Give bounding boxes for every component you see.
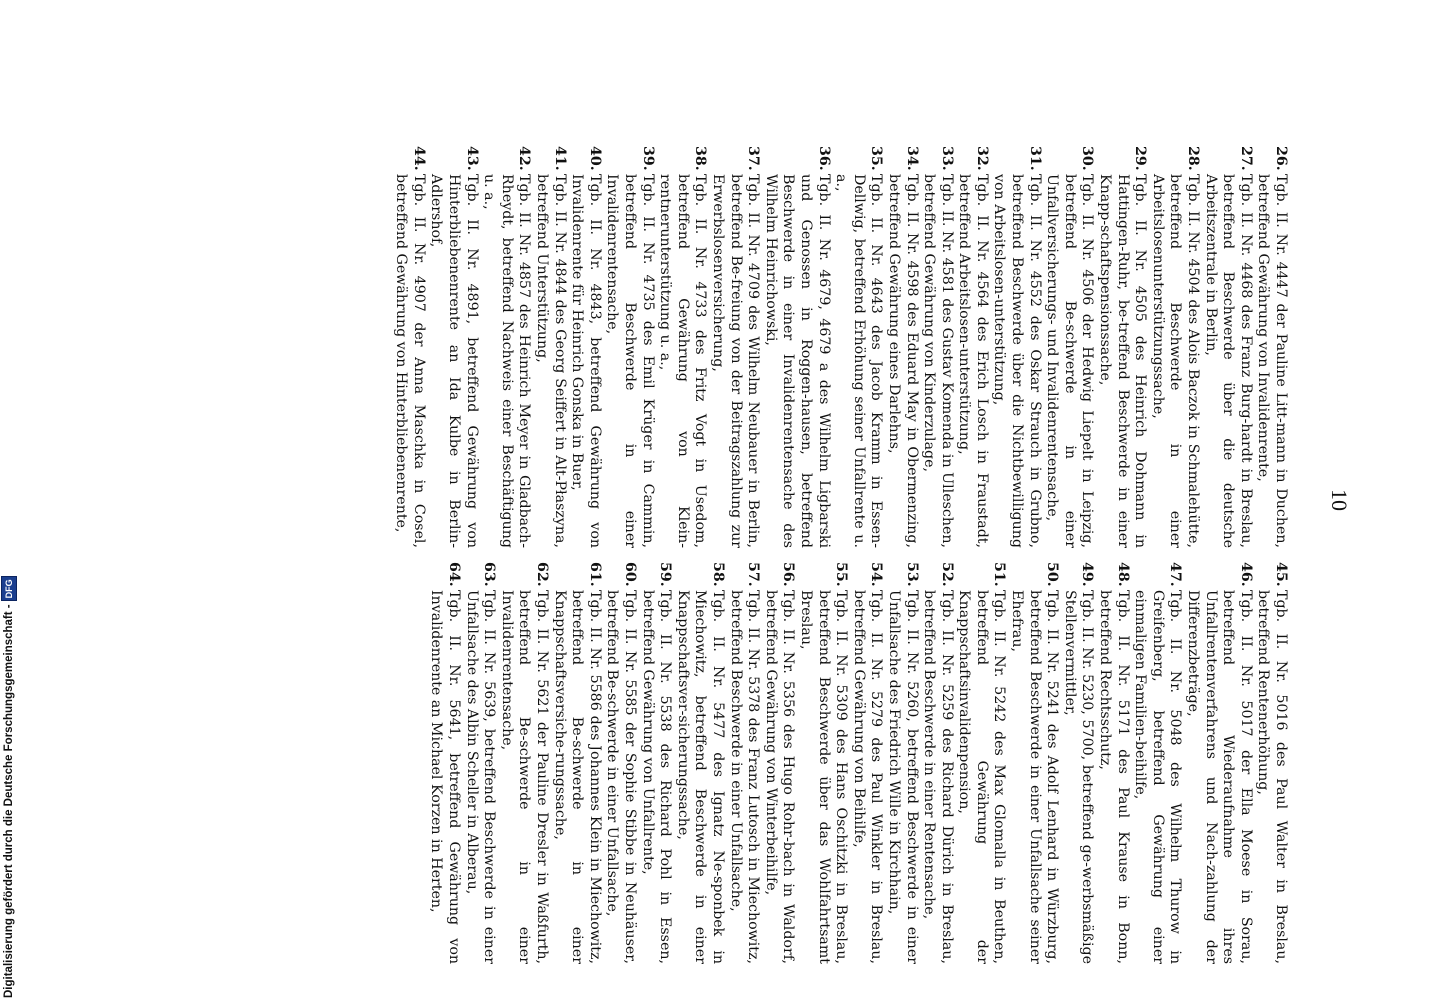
entry-text: Tgb. II. Nr. 5242 des Max Glomalla in Beuthen, betreffend Gewährung der Knappschaftsinvalidenpension, — [956, 590, 1008, 964]
list-item — [990, 146, 1043, 548]
list-item — [1201, 146, 1254, 548]
list-item — [1254, 146, 1289, 548]
entry-number: 30. — [1079, 146, 1096, 171]
entry-text: Tgb. II. Nr. 5639, betreffend Beschwerde in einer Unfallsache des Albin Scheller in Alberau, — [463, 590, 498, 964]
entry-number: 58. — [710, 562, 726, 587]
entry-number: 59. — [657, 562, 674, 587]
list-item — [761, 562, 797, 964]
entry-number: 60. — [622, 562, 639, 587]
entry-text: Tgb. II. Nr. 4506 der Hedwig Liepelt in Leipzig, betreffend Be-schwerde in einer Unfallversicherungs- und Invalidenrentensache, — [1044, 174, 1096, 548]
list-item — [1008, 562, 1061, 964]
entry-text: Tgb. II. Nr. 5016 des Paul Walter in Breslau, betreffend Rentenerhöhung, — [1255, 590, 1289, 964]
list-item — [550, 562, 603, 964]
entry-text: Tgb. II. Nr. 4643 des Jacob Kramm in Essen-Dellwig, betreffend Erhöhung seiner Unfallrente u. a., — [833, 174, 885, 548]
entry-number: 44. — [410, 146, 427, 171]
list-item — [638, 562, 674, 964]
entry-text: Tgb. II. Nr. 4447 der Pauline Litt-mann in Duchen, betreffend Gewährung von Invalidenrente, — [1255, 174, 1289, 548]
entry-number: 37. — [745, 146, 762, 171]
entry-number: 34. — [903, 146, 920, 171]
list-item — [1095, 146, 1149, 548]
entry-number: 43. — [463, 146, 480, 171]
list-item — [796, 562, 850, 964]
entry-text: Tgb. II. Nr. 5585 der Sophie Stibbe in Neuhäuser, betreffend Be-schwerde in einer Unfallsache, — [604, 590, 639, 964]
entry-text: Tgb. II. Nr. 5241 des Adolf Lenhard in Würzburg, betreffend Beschwerde in einer Unfallsache seiner Ehefrau, — [1009, 590, 1061, 964]
list-item — [920, 146, 955, 548]
entry-number: 62. — [534, 562, 551, 587]
entry-text: Tgb. II. Nr. 4598 des Eduard May in Obermenzing, betreffend Gewährung eines Darlehns, — [885, 174, 920, 548]
left-column — [392, 146, 1289, 548]
list-item — [532, 146, 568, 548]
entry-number: 42. — [516, 146, 533, 171]
list-item — [849, 562, 885, 964]
entry-number: 55. — [833, 562, 850, 587]
dfg-logo: DFG — [1, 576, 17, 601]
entry-text: Tgb. II. Nr. 5641, betreffend Gewährung von Invalidenrente an Michael Korzen in Herten, — [428, 590, 463, 964]
entry-number: 54. — [868, 562, 885, 587]
right-column — [427, 562, 1289, 964]
list-item — [884, 562, 920, 964]
list-item — [1148, 146, 1202, 548]
entry-text: Tgb. II. Nr. 5017 der Ella Moese in Sorau, betreffend Wiederaufnahme ihres Unfallrentenverfahrens und Nach-zahlung der Differenzbeträge, — [1185, 590, 1254, 964]
entry-number: 49. — [1079, 562, 1096, 587]
entry-number: 28. — [1185, 146, 1202, 171]
entry-text: Tgb. II. Nr. 4733 des Fritz Vogt in Usedom, betreffend Gewährung von Klein-rentnerunterstützung u. a., — [657, 174, 709, 548]
entry-text: Tgb. II. Nr. 4709 des Wilhelm Neubauer in Berlin, betreffend Be-freiung von der Beitragszahlung zur Erwerbslosenversicherung, — [710, 174, 762, 548]
entry-text: Tgb. II. Nr. 4505 des Heinrich Dohmann in Hattingen-Ruhr, be-treffend Beschwerde in einer Knapp-schaftspensionssache, — [1097, 174, 1149, 548]
entry-number: 52. — [938, 562, 955, 587]
entry-text: Tgb. II. Nr. 5259 des Richard Dürich in Breslau, betreffend Beschwerde in einer Rentensache, — [921, 590, 955, 964]
entry-text: Tgb. II. Nr. 5477 des Ignatz Ne-sponbek in Miechowitz, betreffend Beschwerde in einer Knappschaftsver-sicherungssache, — [674, 590, 726, 964]
list-item — [392, 146, 427, 548]
entry-number: 56. — [780, 562, 797, 587]
entry-text: Tgb. II. Nr. 4581 des Gustav Komenda in Ulleschen, betreffend Gewährung von Kinderzulage, — [921, 174, 955, 548]
entry-number: 36. — [815, 146, 832, 171]
list-item — [708, 146, 762, 548]
list-item — [955, 562, 1008, 964]
entry-text: Tgb. II. Nr. 4735 des Emil Krüger in Cammin, betreffend Beschwerde in einer Invalidenrentensache, — [604, 174, 656, 548]
list-item — [726, 562, 762, 964]
entry-text: Tgb. II. Nr. 5230, 5700, betreffend ge-werbsmäßige Stellenvermittler, — [1061, 590, 1096, 964]
list-item — [603, 562, 639, 964]
entry-text: Tgb. II. Nr. 5309 des Hans Oschitzki in Breslau, betreffend Beschwerde über das Wohlfahrtsamt Breslau, — [797, 590, 850, 964]
list-item — [1254, 562, 1289, 964]
entry-text: Tgb. II. Nr. 4907 der Anna Maschka in Cosel, betreffend Gewährung von Hinterbliebenenrente, — [393, 174, 427, 548]
entry-text: Tgb. II. Nr. 4891, betreffend Gewährung von Hinterbliebenenrente an Ida Kulbe in Berlin-Adlershof, — [428, 174, 480, 548]
list-item — [1060, 562, 1096, 964]
entry-text: Tgb. II. Nr. 5279 des Paul Winkler in Breslau, betreffend Gewährung von Beihilfe, — [850, 590, 885, 964]
entry-text: Tgb. II. Nr. 5356 des Hugo Rohr-bach in Waldorf, betreffend Gewährung von Winterbeihilfe, — [762, 590, 797, 964]
entry-number: 53. — [903, 562, 920, 587]
list-item — [920, 562, 955, 964]
entry-text: Tgb. II. Nr. 5621 der Pauline Dresler in Waßfurth, betreffend Be-schwerde in einer Invalidenrentensache, — [498, 590, 551, 964]
entry-text: Tgb. II. Nr. 4679, 4679 a des Wilhelm Ligbarski und Genossen in Roggen-hausen, betreffend Beschwerde in einer Invalidenrentensache des Wilhelm Heinrichowski, — [762, 174, 832, 548]
entry-text: Tgb. II. Nr. 5586 des Johannes Klein in Miechowitz, betreffend Be-schwerde in einer Knappschaftsversiche-rungssache, — [551, 590, 603, 964]
entry-text: Tgb. II. Nr. 5378 des Franz Lutosch in Miechowitz, betreffend Beschwerde in einer Unfallsache, — [727, 590, 762, 964]
page-number: 10 — [1327, 489, 1352, 511]
entry-number: 35. — [868, 146, 885, 171]
entry-text: Tgb. II. Nr. 4552 des Oskar Strauch in Grubno, betreffend Beschwerde über die Nichtbewilligung von Arbeitslosen-unterstützung, — [991, 174, 1043, 548]
entry-number: 40. — [586, 146, 603, 171]
entry-text: Tgb. II. Nr. 5538 des Richard Pohl in Essen, betreffend Gewährung von Unfallrente, — [639, 590, 674, 964]
entry-number: 39. — [639, 146, 656, 171]
entry-number: 47. — [1167, 562, 1184, 587]
entry-number: 45. — [1273, 562, 1289, 587]
entry-number: 29. — [1132, 146, 1149, 171]
entry-text: Tgb. II. Nr. 4843, betreffend Gewährung von Invalidenrente für Heinrich Gonska in Buer, — [569, 174, 603, 548]
entry-number: 38. — [692, 146, 709, 171]
entry-number: 33. — [938, 146, 955, 171]
list-item — [673, 562, 726, 964]
entry-text: Tgb. II. Nr. 5048 des Wilhelm Thurow in Greifenberg, betreffend Gewährung einer einmaligen Familien-beihilfe, — [1132, 590, 1184, 964]
list-item — [1131, 562, 1184, 964]
list-item — [480, 146, 533, 548]
entry-text: Tgb. II. Nr. 5171 des Paul Krause in Bonn, betreffend Rechtsschutz, — [1097, 590, 1131, 964]
entry-text: Tgb. II. Nr. 5260, betreffend Beschwerde in einer Unfallsache des Friedrich Wille in Kirchhain, — [885, 590, 920, 964]
entry-text: Tgb. II. Nr. 4564 des Erich Losch in Fraustadt, betreffend Arbeitslosen-unterstützung, — [956, 174, 990, 548]
entry-number: 32. — [973, 146, 990, 171]
entry-text: Tgb. II. Nr. 4468 des Franz Burg-hardt in Breslau, betreffend Beschwerde über die deutsche Arbeitszentrale in Berlin, — [1202, 174, 1254, 548]
list-item — [427, 146, 480, 548]
entry-number: 57. — [745, 562, 762, 587]
list-item — [761, 146, 832, 548]
entry-number: 46. — [1237, 562, 1254, 587]
entry-text: Tgb. II. Nr. 4857 des Heinrich Meyer in Gladbach-Rheydt, betreffend Nachweis einer Beschäftigung u. a., — [481, 174, 533, 548]
entry-text: Tgb. II. Nr. 4504 des Alois Baczok in Schmalehütte, betreffend Beschwerde in einer Arbeitslosenunterstützungssache, — [1149, 174, 1202, 548]
list-item — [568, 146, 603, 548]
list-item — [427, 562, 463, 964]
entry-number: 63. — [481, 562, 498, 587]
entry-text: Tgb. II. Nr. 4844 des Georg Seiffert in Alt-Płaszyna, betreffend Unterstützung, — [534, 174, 568, 548]
list-item — [884, 146, 920, 548]
entry-number: 64. — [446, 562, 463, 587]
entry-number: 51. — [991, 562, 1008, 587]
entry-number: 27. — [1237, 146, 1254, 171]
entry-number: 48. — [1114, 562, 1131, 587]
entry-number: 26. — [1273, 146, 1289, 171]
entry-number: 61. — [586, 562, 603, 587]
entry-number: 41. — [551, 146, 568, 171]
list-item — [497, 562, 551, 964]
list-item — [955, 146, 990, 548]
digitization-footer — [0, 0, 18, 1000]
list-item — [1095, 562, 1131, 964]
list-item — [603, 146, 656, 548]
entry-number: 31. — [1026, 146, 1043, 171]
list-item — [1183, 562, 1254, 964]
entry-number: 50. — [1044, 562, 1061, 587]
list-item — [656, 146, 709, 548]
footer-text: Digitalisierung gefördert durch die Deutsche Forschungsgemeinschaft - — [3, 604, 15, 998]
list-item — [462, 562, 498, 964]
list-item — [832, 146, 885, 548]
list-item — [1043, 146, 1096, 548]
